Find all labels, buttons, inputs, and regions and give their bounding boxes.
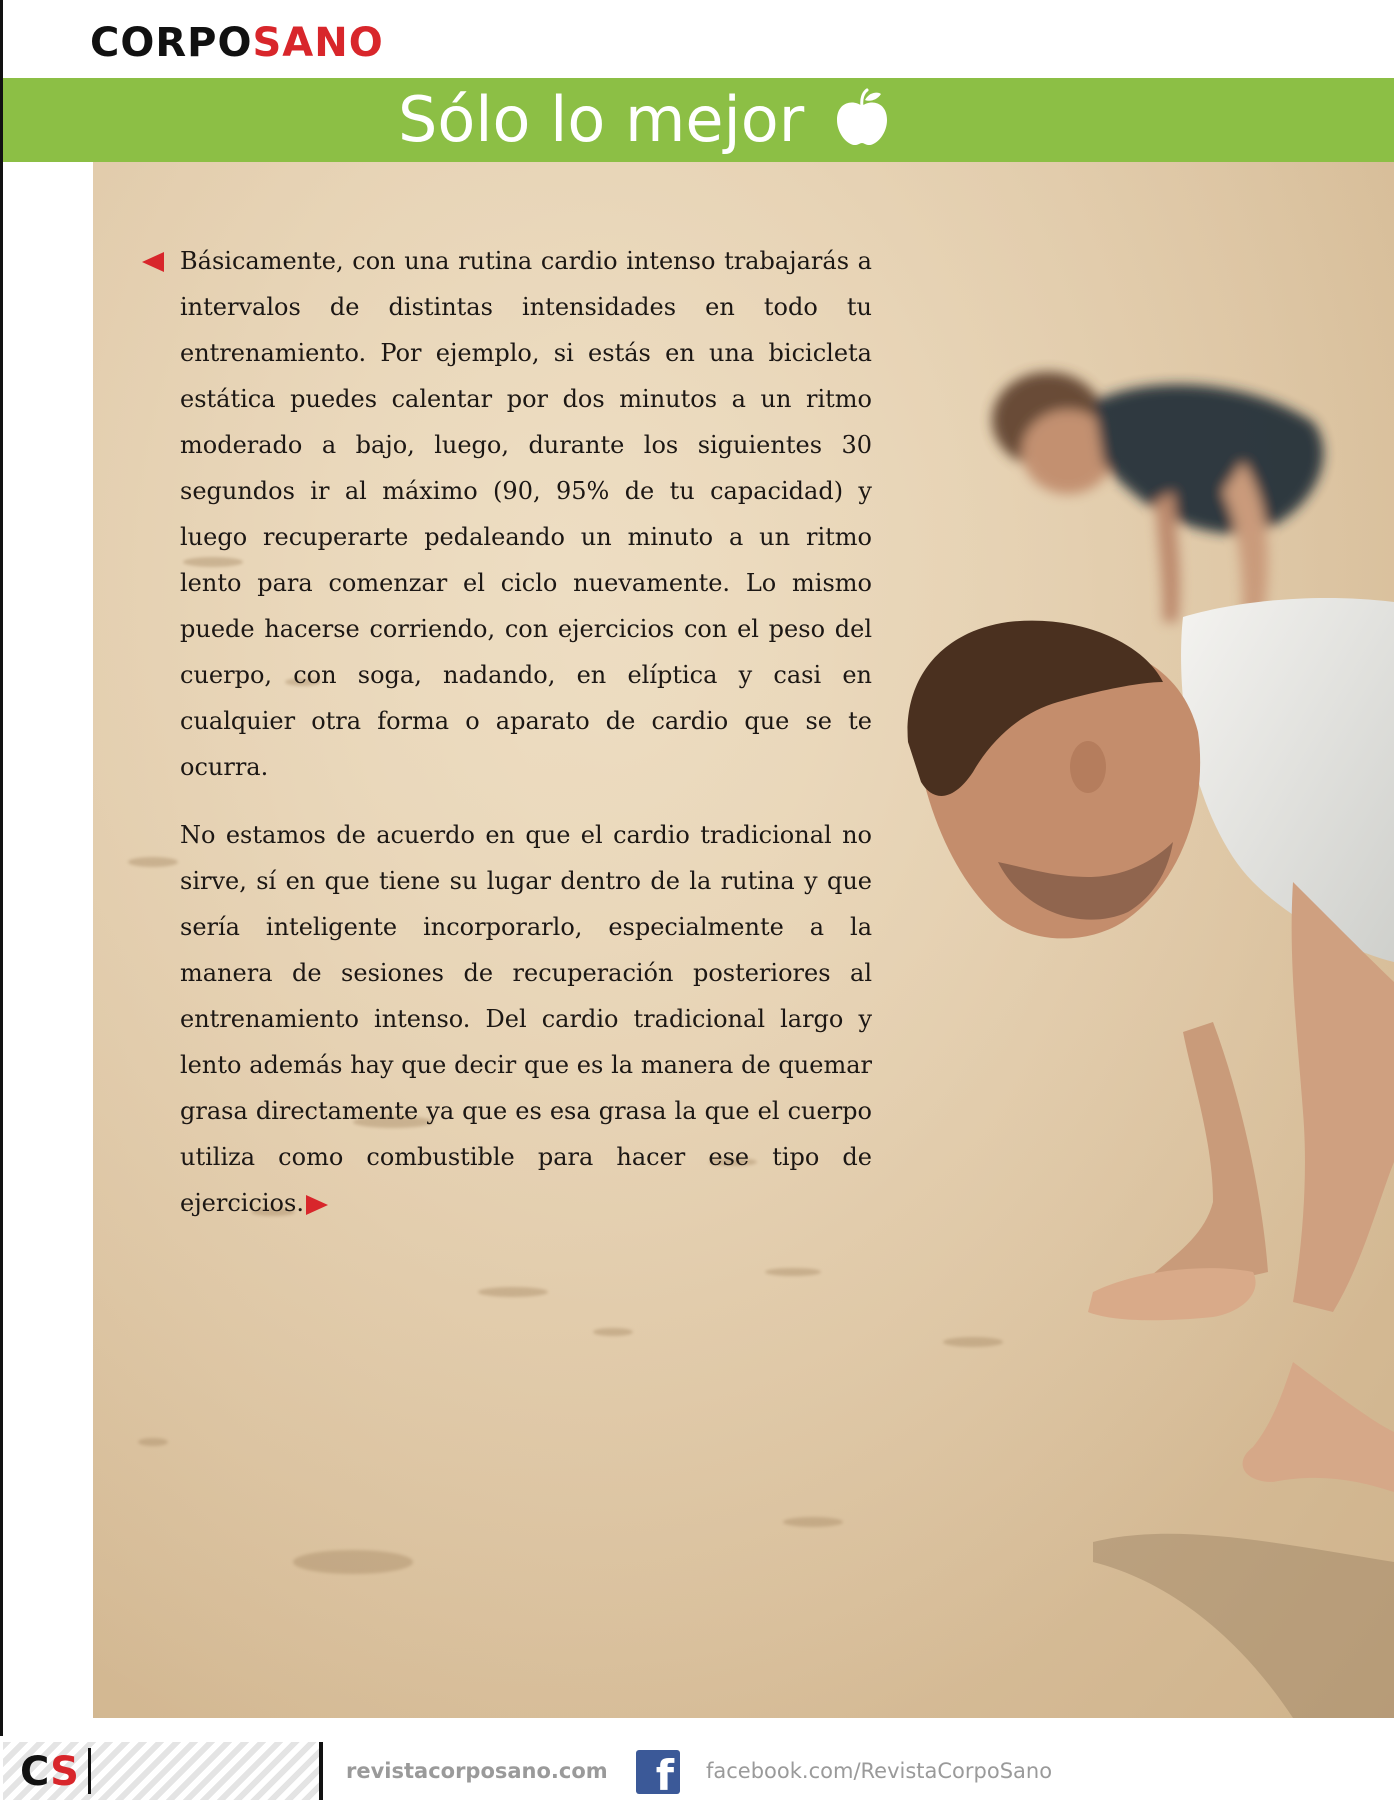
footer-divider-main: [319, 1742, 323, 1800]
article-body: [180, 238, 872, 1248]
facebook-link[interactable]: facebook.com/RevistaCorpoSano: [706, 1759, 1053, 1783]
footer-logo: [20, 1750, 79, 1794]
footer-logo-s: S: [50, 1749, 79, 1795]
logo-part-corpo: CORPO: [90, 20, 253, 66]
page-left-rule: [0, 0, 3, 1800]
footer-divider: [88, 1748, 91, 1794]
magazine-logo: [90, 20, 384, 66]
page-footer: [0, 1736, 1394, 1800]
section-banner: [3, 78, 1394, 162]
article-paragraph-1: Básicamente, con una rutina cardio intenso trabajarás a intervalos de distintas intensidades en todo tu entrenamiento. Por ejemplo, si estás en una bicicleta estática puedes calentar por dos minutos a un ritmo moderado a bajo, luego, durante los siguientes 30 segundos ir al máximo (90, 95% de tu capacidad) y luego recuperarte pedaleando un minuto a un ritmo lento para comenzar el ciclo nuevamente. Lo mismo puede hacerse corriendo, con ejercicios con el peso del cuerpo, con soga, nadando, en elíptica y casi en cualquier otra forma o aparato de cardio que se te ocurra.: [180, 247, 872, 781]
footer-logo-c: C: [20, 1749, 51, 1795]
article-start-marker: [142, 252, 164, 272]
logo-part-sano: SANO: [252, 20, 384, 66]
website-link[interactable]: revistacorposano.com: [346, 1759, 608, 1783]
article-paragraph-2-text: No estamos de acuerdo en que el cardio tradicional no sirve, sí en que tiene su lugar dentro de la rutina y que sería inteligente incorporarlo, especialmente a la manera de sesiones de recuperación posteriores al entrenamiento intenso. Del cardio tradicional largo y lento además hay que decir que es la manera de quemar grasa directamente ya que es esa grasa la que el cuerpo utiliza como combustible para hacer ese tipo de ejercicios.: [180, 821, 872, 1217]
facebook-icon[interactable]: f: [636, 1750, 680, 1794]
apple-icon: [831, 88, 893, 150]
article-end-marker: [306, 1195, 328, 1215]
article-paragraph-2: [180, 812, 872, 1226]
section-title: Sólo lo mejor: [398, 83, 805, 156]
